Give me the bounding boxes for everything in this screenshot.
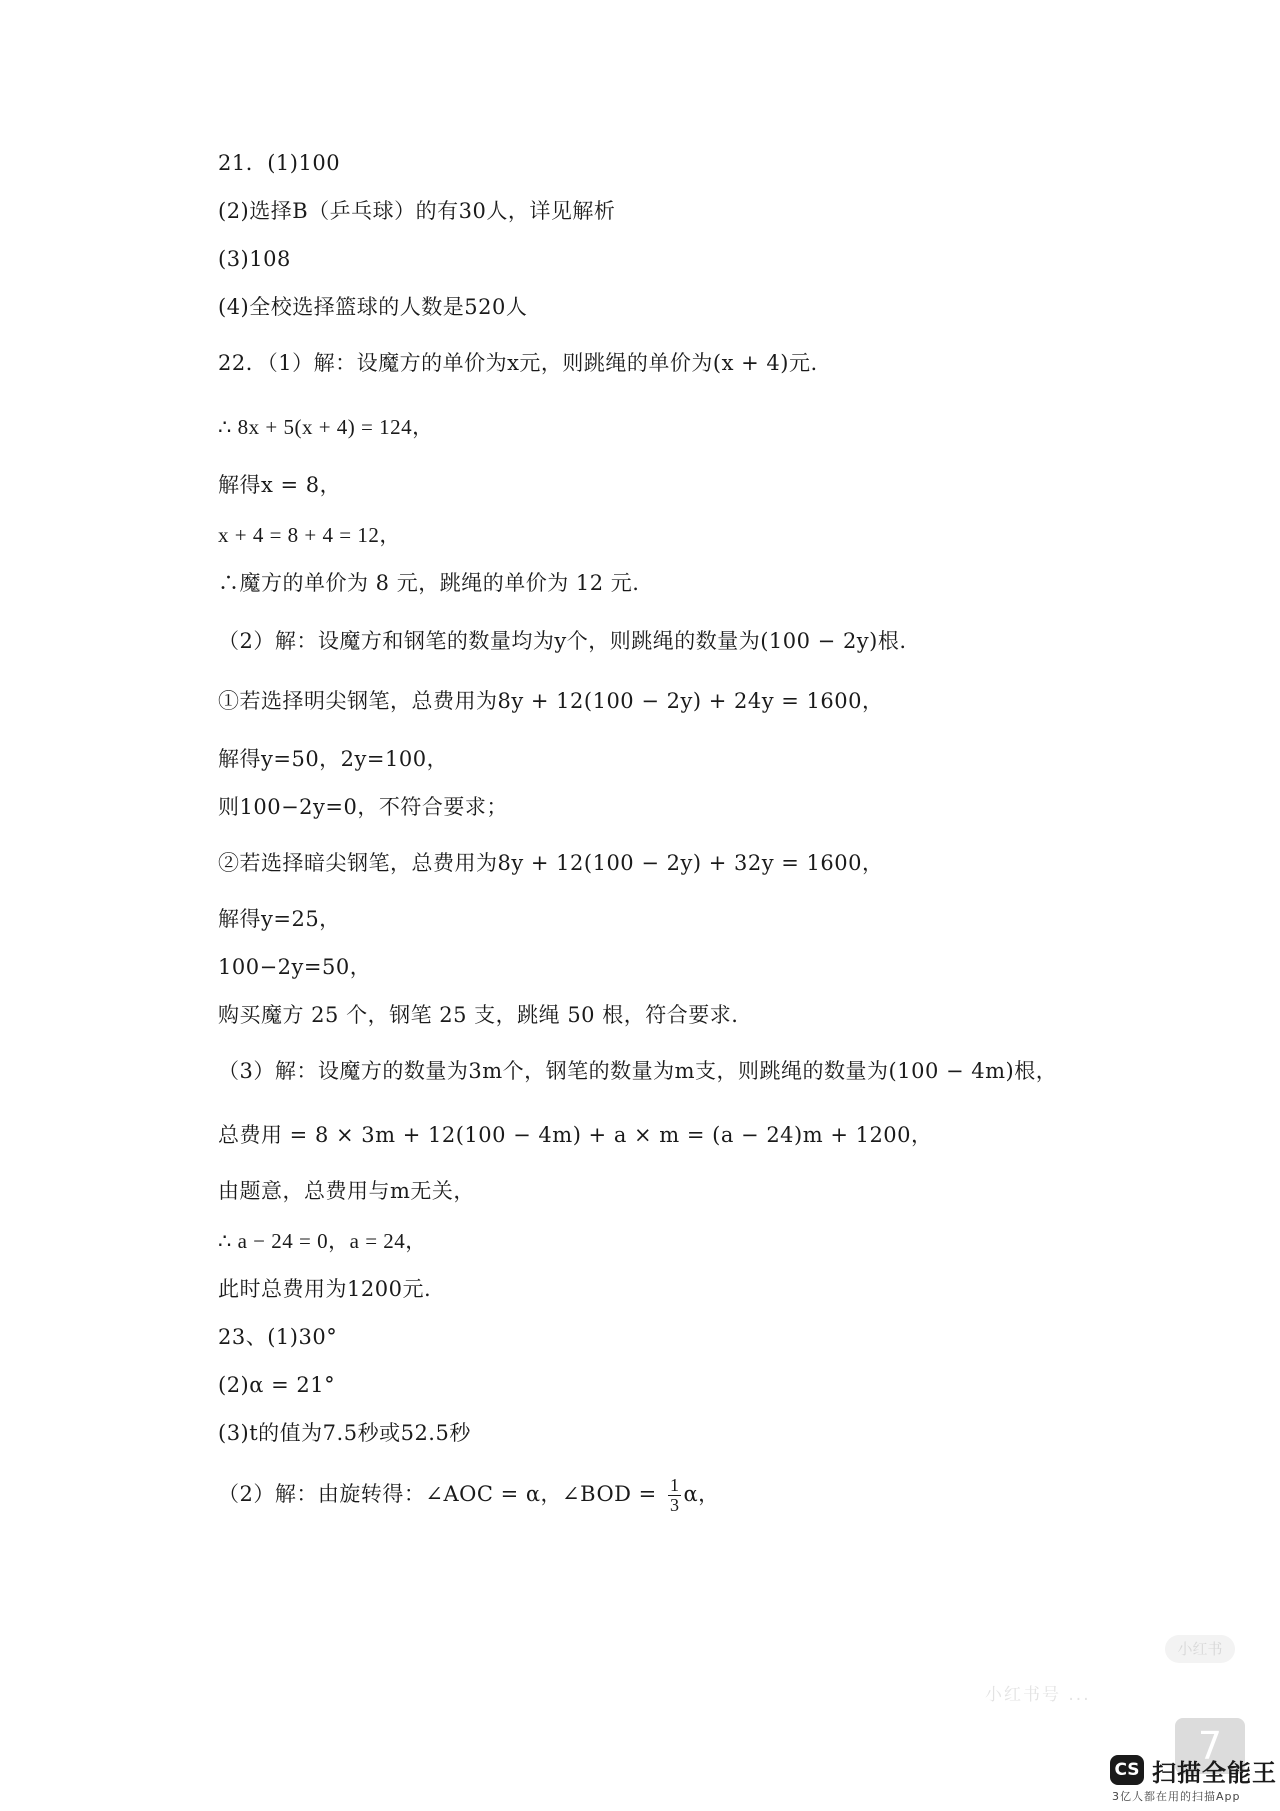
answer-23-part2: (2)α = 21° <box>218 1373 336 1397</box>
camscanner-logo-icon: CS <box>1110 1755 1144 1785</box>
answer-21-part2: (2)选择B（乒乓球）的有30人，详见解析 <box>218 199 616 223</box>
answer-22-solve-a: ∴ a − 24 = 0，a = 24， <box>218 1229 427 1253</box>
scanner-badge <box>1110 1750 1277 1790</box>
answer-21-part1: 21．(1)100 <box>218 151 341 175</box>
page-number: 7 <box>1175 1718 1245 1774</box>
answer-22-part1-setup: 22．（1）解：设魔方的单价为x元，则跳绳的单价为(x + 4)元. <box>218 351 818 375</box>
answer-21-part4: (4)全校选择篮球的人数是520人 <box>218 295 528 319</box>
answer-21-part3: (3)108 <box>218 247 291 271</box>
answer-22-case1: ①若选择明尖钢笔，总费用为8y + 12(100 − 2y) + 24y = 1600， <box>218 689 884 713</box>
answer-23-rotation <box>218 1476 720 1515</box>
rotation-text: （2）解：由旋转得：∠AOC = α，∠BOD = <box>218 1482 664 1506</box>
answer-22-part2-conclusion: 购买魔方 25 个，钢笔 25 支，跳绳 50 根，符合要求. <box>218 1003 739 1027</box>
answer-22-part3-setup: （3）解：设魔方的数量为3m个，钢笔的数量为m支，则跳绳的数量为(100 − 4m)根， <box>218 1059 1058 1083</box>
answer-22-case2-solve: 解得y=25， <box>218 907 341 931</box>
answer-22-case2: ②若选择暗尖钢笔，总费用为8y + 12(100 − 2y) + 32y = 1600， <box>218 851 884 875</box>
fraction-numerator: 1 <box>669 1475 680 1495</box>
fraction-one-third <box>668 1476 682 1515</box>
xiaohongshu-watermark-pill: 小红书 <box>1165 1635 1235 1663</box>
answer-22-equation: ∴ 8x + 5(x + 4) = 124， <box>218 415 434 439</box>
answer-22-solve-x: 解得x = 8， <box>218 473 342 497</box>
xiaohongshu-watermark-id: 小红书号 ... <box>985 1685 1091 1705</box>
answer-22-part2-setup: （2）解：设魔方和钢笔的数量均为y个，则跳绳的数量为(100 − 2y)根. <box>218 629 907 653</box>
rotation-text-end: α， <box>683 1482 720 1506</box>
answer-23-part3: (3)t的值为7.5秒或52.5秒 <box>218 1421 471 1445</box>
answer-23-part1: 23、(1)30° <box>218 1325 338 1349</box>
answer-22-part3-conclusion: 此时总费用为1200元. <box>218 1277 432 1301</box>
answer-22-independence: 由题意，总费用与m无关， <box>218 1179 475 1203</box>
answer-22-total-cost: 总费用 = 8 × 3m + 12(100 − 4m) + a × m = (a − 24)m + 1200， <box>218 1123 933 1147</box>
answer-22-case1-reject: 则100−2y=0，不符合要求； <box>218 795 508 819</box>
answer-22-case1-solve: 解得y=50，2y=100， <box>218 747 449 771</box>
scanner-slogan: 3亿人都在用的扫描App <box>1112 1790 1241 1803</box>
fraction-denominator: 3 <box>669 1495 680 1515</box>
scanner-app-name: 扫描全能王 <box>1152 1758 1277 1787</box>
answer-22-case2-compute: 100−2y=50， <box>218 955 372 979</box>
answer-22-compute: x + 4 = 8 + 4 = 12， <box>218 523 401 547</box>
answer-22-part1-conclusion: ∴魔方的单价为 8 元，跳绳的单价为 12 元. <box>218 571 640 595</box>
